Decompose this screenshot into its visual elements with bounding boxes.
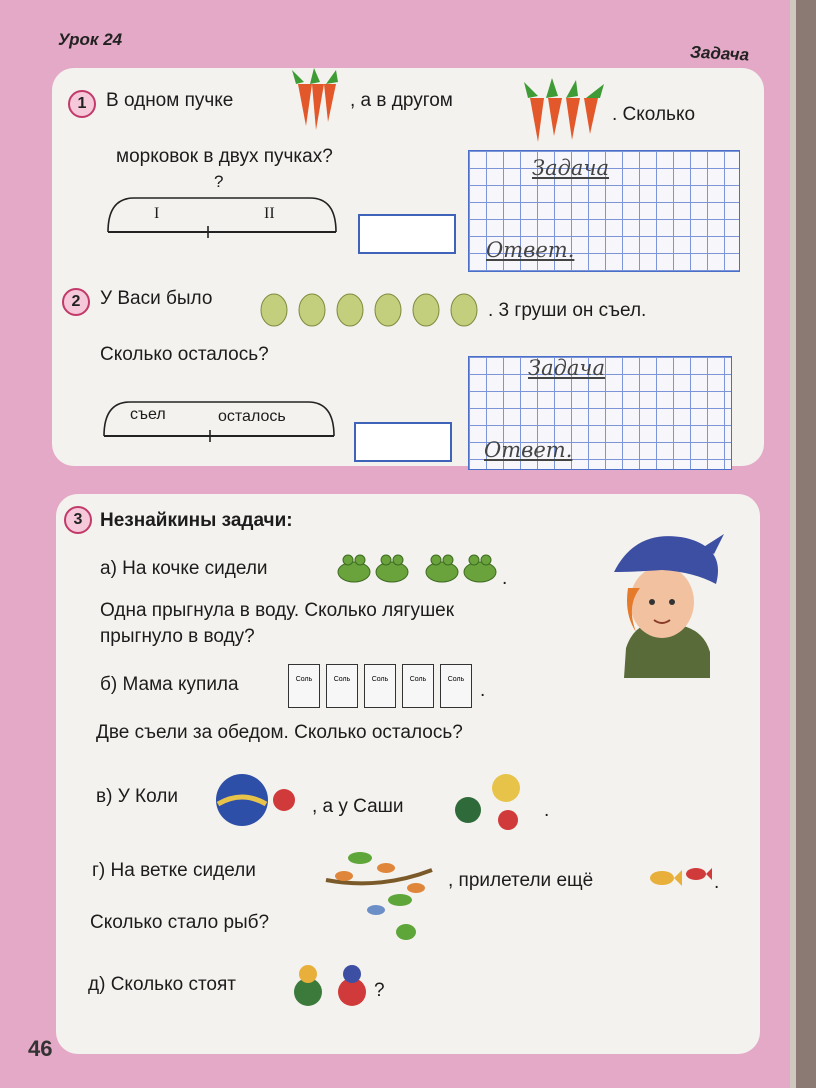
task-1-text-d: морковок в двух пучках? <box>116 146 333 167</box>
task-2-grid-answer-label: Ответ. <box>484 438 573 462</box>
task-1-question-mark: ? <box>214 172 224 191</box>
task-3g-text-3: Сколько стало рыб? <box>90 912 270 933</box>
frogs-icon <box>334 546 500 588</box>
carrot-bunch-3-icon <box>286 66 350 132</box>
task-3g-text-2: , прилетели ещё <box>448 870 594 891</box>
section-header: Задача <box>689 42 750 65</box>
task-2-grid-task-label: Задача <box>528 356 606 380</box>
carrot-bunch-4-icon <box>520 76 612 146</box>
task-3g-text-1: г) На ветке сидели <box>92 860 256 881</box>
roly-poly-toys-icon <box>290 958 372 1008</box>
flying-fish-icon <box>644 856 714 896</box>
task-3-number: 3 <box>64 506 92 534</box>
branch-with-fish-icon <box>320 840 440 944</box>
task-1-text-b: , а в другом <box>350 90 453 111</box>
salt-pack-icon: Соль <box>440 664 472 708</box>
salt-packs-row <box>288 664 478 710</box>
task-3a-text-1: а) На кочке сидели <box>100 558 268 579</box>
task-3d-text-1: д) Сколько стоят <box>88 974 236 995</box>
lesson-header: Урок 24 <box>58 30 123 49</box>
task-1-text-a: В одном пучке <box>106 90 234 111</box>
task-3b-end: . <box>480 680 486 701</box>
task-1-grid-answer-label: Ответ. <box>486 238 575 262</box>
task-3-title: Незнайкины задачи: <box>100 510 293 531</box>
task-1-segment-diagram <box>104 190 344 242</box>
page-number: 46 <box>28 1036 53 1061</box>
task-3v-text-2: , а у Саши <box>312 796 404 817</box>
task-3v-text-1: в) У Коли <box>96 786 178 807</box>
salt-pack-icon: Соль <box>364 664 396 708</box>
task-3a-text-2: Одна прыгнула в воду. Сколько лягушек <box>100 600 455 621</box>
task-1-answer-box[interactable] <box>358 214 456 254</box>
salt-pack-icon: Соль <box>288 664 320 708</box>
task-3d-end: ? <box>374 980 385 1001</box>
task-2-text-b: . 3 груши он съел. <box>488 300 647 321</box>
task-2-segment-2-label: осталось <box>218 408 286 425</box>
task-2-text-a: У Васи было <box>100 288 213 309</box>
task-2-answer-box[interactable] <box>354 422 452 462</box>
book-spine <box>796 0 816 1088</box>
task-1-grid-task-label: Задача <box>532 156 610 180</box>
salt-pack-icon: Соль <box>326 664 358 708</box>
salt-pack-icon: Соль <box>402 664 434 708</box>
task-1-number: 1 <box>68 90 96 118</box>
task-2-text-c: Сколько осталось? <box>100 344 269 365</box>
task-3b-text-2: Две съели за обедом. Сколько осталось? <box>96 722 463 743</box>
kolya-balls-icon <box>214 770 304 836</box>
task-2-segment-1-label: съел <box>130 406 166 423</box>
task-2-number: 2 <box>62 288 90 316</box>
task-3v-end: . <box>544 800 550 821</box>
task-3g-end: . <box>714 872 720 893</box>
task-1-segment-1-label: I <box>154 205 160 222</box>
task-3a-end: . <box>502 568 508 589</box>
sasha-balls-icon <box>450 770 540 836</box>
pears-row <box>256 282 484 328</box>
task-1-text-c: . Сколько <box>612 104 696 125</box>
neznaika-illustration <box>606 528 728 678</box>
task-3b-text-1: б) Мама купила <box>100 674 239 695</box>
task-3a-text-3: прыгнуло в воду? <box>100 626 255 647</box>
task-1-segment-2-label: II <box>264 205 275 222</box>
